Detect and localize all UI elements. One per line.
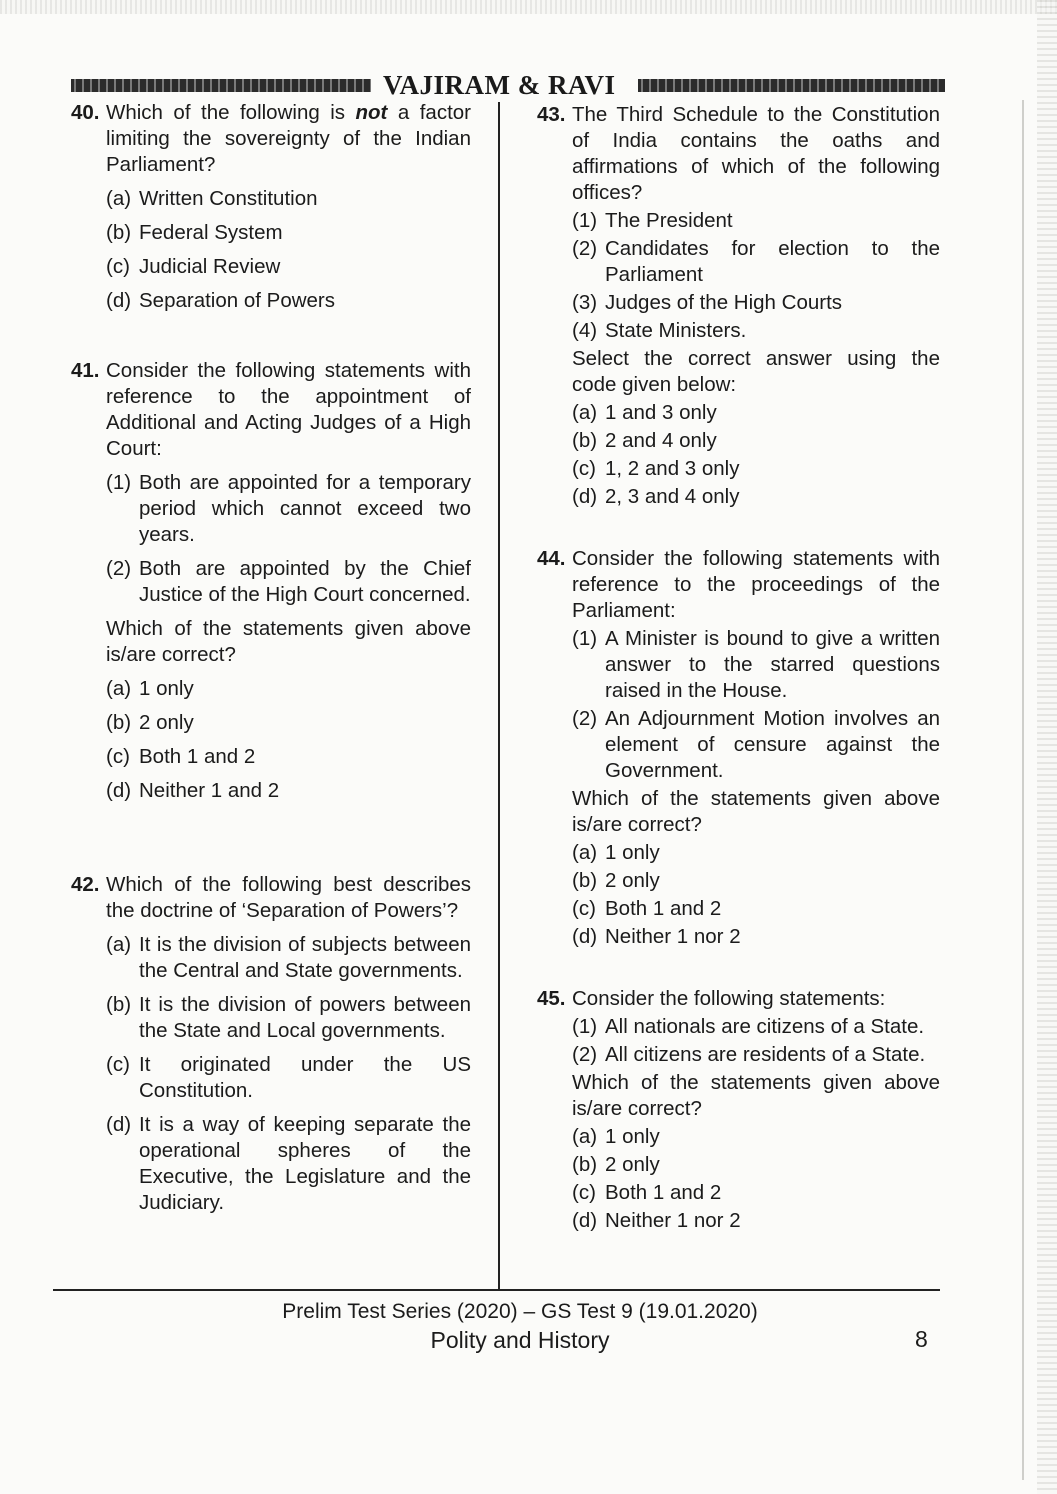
option: (b) 2 only	[572, 1153, 660, 1176]
question-prompt: Select the correct answer using the code given below:	[572, 347, 940, 396]
option: (c) Both 1 and 2	[572, 1181, 722, 1204]
option: (d) Neither 1 nor 2	[572, 925, 741, 948]
statement: (1) Both are appointed for a temporary period which cannot exceed two years.	[106, 471, 471, 546]
scan-edge-line	[1022, 100, 1024, 1480]
option: (d) Neither 1 nor 2	[572, 1209, 741, 1232]
column-divider	[498, 102, 500, 1289]
question-prompt: Which of the statements given above is/are correct?	[106, 617, 471, 666]
page-number: 8	[915, 1326, 928, 1352]
option: (b) 2 only	[106, 711, 194, 734]
question-40	[71, 100, 471, 314]
question-stem: 45. Consider the following statements:	[537, 987, 886, 1010]
footer-rule	[53, 1289, 940, 1291]
option: (d) Separation of Powers	[106, 289, 336, 312]
question-number: 44.	[537, 547, 566, 570]
question-stem: 43. The Third Schedule to the Constitution of India contains the oaths and affirmations of which of the following offices?	[537, 103, 940, 204]
statement: (2) Both are appointed by the Chief Justice of the High Court concerned.	[106, 557, 471, 606]
footer-test-series: Prelim Test Series (2020) – GS Test 9 (19.01.2020)	[282, 1300, 758, 1323]
header-bar-left	[71, 79, 371, 92]
option: (c) 1, 2 and 3 only	[572, 457, 740, 480]
option: (a) Written Constitution	[106, 187, 318, 210]
option: (a) 1 and 3 only	[572, 401, 717, 424]
option: (a) 1 only	[572, 841, 660, 864]
option: (d) 2, 3 and 4 only	[572, 485, 740, 508]
question-41	[71, 358, 471, 804]
option: (c) Both 1 and 2	[572, 897, 722, 920]
statement: (4) State Ministers.	[572, 319, 747, 342]
option: (b) Federal System	[106, 221, 283, 244]
page-header	[71, 70, 945, 100]
question-42	[71, 872, 471, 1216]
option: (d) It is a way of keeping separate the operational spheres of the Executive, the Legislature and the Judiciary.	[106, 1113, 471, 1214]
question-number: 42.	[71, 873, 100, 896]
option: (b) 2 only	[572, 869, 660, 892]
statement: (2) An Adjournment Motion involves an element of censure against the Government.	[572, 707, 940, 782]
header-bar-right	[638, 79, 945, 92]
question-43	[537, 102, 940, 510]
option: (b) 2 and 4 only	[572, 429, 717, 452]
question-45	[537, 986, 940, 1234]
question-number: 40.	[71, 101, 100, 124]
question-stem: 41. Consider the following statements with reference to the appointment of Additional and Acting Judges of a High Court:	[71, 359, 471, 460]
statement: (2) All citizens are residents of a State.	[572, 1043, 926, 1066]
page-footer	[230, 1298, 810, 1354]
question-prompt: Which of the statements given above is/are correct?	[572, 787, 940, 836]
footer-subject: Polity and History	[430, 1327, 610, 1353]
statement: (1) All nationals are citizens of a State.	[572, 1015, 925, 1038]
question-stem: 42. Which of the following best describes the doctrine of ‘Separation of Powers’?	[71, 873, 471, 922]
emphasis: not	[355, 101, 388, 124]
question-number: 45.	[537, 987, 566, 1010]
option: (d) Neither 1 and 2	[106, 779, 280, 802]
option: (c) It originated under the US Constitution.	[106, 1053, 471, 1102]
option: (a) 1 only	[106, 677, 194, 700]
header-title: VAJIRAM & RAVI	[383, 70, 616, 100]
scan-noise-top	[0, 0, 1057, 14]
question-stem: 44. Consider the following statements with reference to the proceedings of the Parliament:	[537, 547, 940, 622]
question-prompt: Which of the statements given above is/are correct?	[572, 1071, 940, 1120]
option: (b) It is the division of powers between the State and Local governments.	[106, 993, 471, 1042]
statement: (1) The President	[572, 209, 733, 232]
scan-noise-right	[1037, 0, 1057, 1494]
option: (c) Judicial Review	[106, 255, 281, 278]
option: (a) 1 only	[572, 1125, 660, 1148]
statement: (2) Candidates for election to the Parliament	[572, 237, 940, 286]
question-44	[537, 546, 940, 950]
statement: (3) Judges of the High Courts	[572, 291, 843, 314]
question-number: 43.	[537, 103, 566, 126]
question-stem: 40. Which of the following is not a factor limiting the sovereignty of the Indian Parliament?	[71, 101, 471, 176]
option: (c) Both 1 and 2	[106, 745, 256, 768]
statement: (1) A Minister is bound to give a written answer to the starred questions raised in the House.	[572, 627, 940, 702]
option: (a) It is the division of subjects between the Central and State governments.	[106, 933, 471, 982]
question-number: 41.	[71, 359, 100, 382]
